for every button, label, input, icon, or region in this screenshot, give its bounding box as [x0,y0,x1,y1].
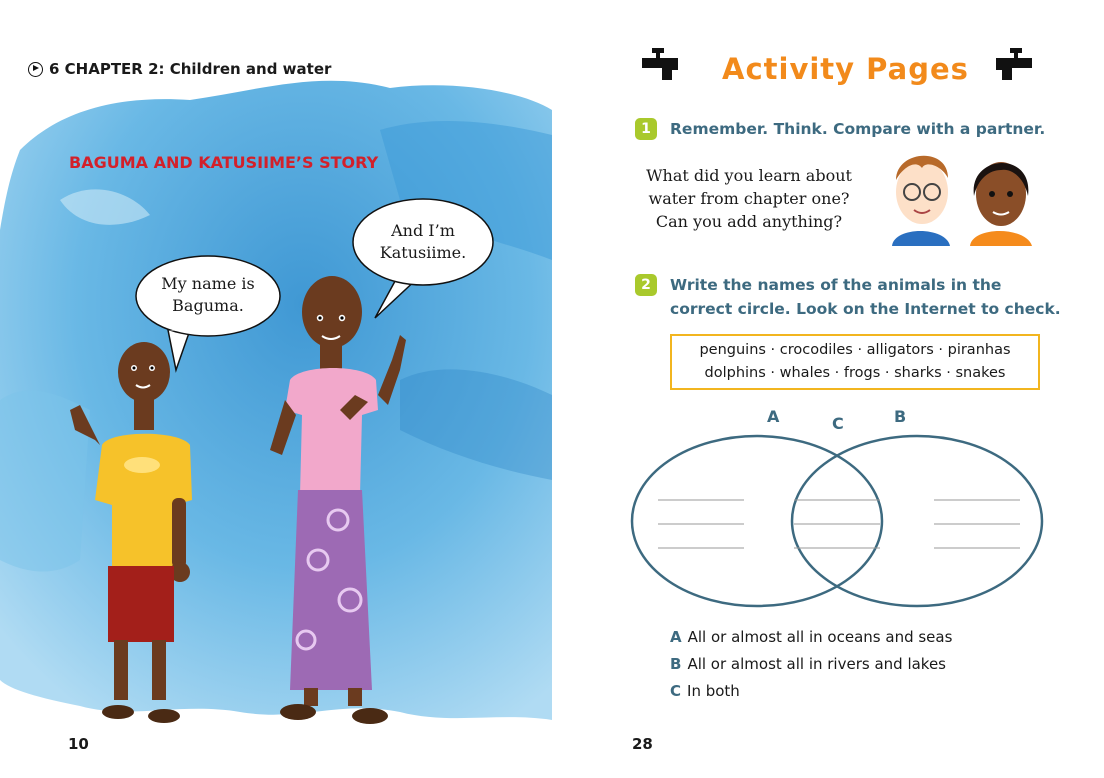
page-number-right: 28 [632,735,653,753]
story-title: BAGUMA AND KATUSIIME’S STORY [69,153,379,172]
right-page [552,0,1104,778]
speech-line: Baguma. [172,296,244,315]
venn-label-a: A [767,407,780,426]
word-line: penguins · crocodiles · alligators · piranhas [699,342,1011,358]
legend-item [670,624,952,651]
legend-text: In both [687,682,740,700]
legend-item [670,678,952,705]
activity-1-heading: Remember. Think. Compare with a partner. [670,120,1046,138]
heading-line: Write the names of the animals in the [670,276,1002,294]
activity-number-2: 2 [635,274,657,296]
water-tap-icon [992,46,1036,82]
venn-circle-a [632,436,882,606]
legend-key: B [670,655,682,673]
venn-legend [670,624,952,705]
question-line: What did you learn about [646,166,852,185]
answer-lines-c[interactable] [794,500,880,548]
legend-key: C [670,682,682,700]
venn-label-b: B [894,407,907,426]
word-line: dolphins · whales · frogs · sharks · snakes [704,365,1006,381]
activity-number-1: 1 [635,118,657,140]
two-children-faces-illustration [886,140,1046,250]
question-line: Can you add anything? [655,212,843,231]
venn-label-c: C [832,414,844,433]
activity-pages-title: Activity Pages [722,52,969,86]
chapter-heading-text: 6 CHAPTER 2: Children and water [49,60,332,78]
legend-text: All or almost all in oceans and seas [687,628,953,646]
activity-1-question [638,164,860,233]
venn-diagram [552,400,1104,630]
answer-lines-a[interactable] [658,500,744,548]
speech-line: And I’m [391,221,455,240]
speech-line: My name is [161,274,255,293]
legend-item [670,651,952,678]
animal-word-box [670,334,1040,390]
activity-2-heading [670,273,1061,321]
answer-lines-b[interactable] [934,500,1020,548]
page-number-left: 10 [68,735,89,753]
heading-line: correct circle. Look on the Internet to check. [670,300,1061,318]
legend-text: All or almost all in rivers and lakes [687,655,946,673]
legend-key: A [670,628,682,646]
speech-line: Katusiime. [379,243,467,262]
water-tap-icon [638,46,682,82]
venn-circle-b [792,436,1042,606]
question-line: water from chapter one? [648,189,850,208]
